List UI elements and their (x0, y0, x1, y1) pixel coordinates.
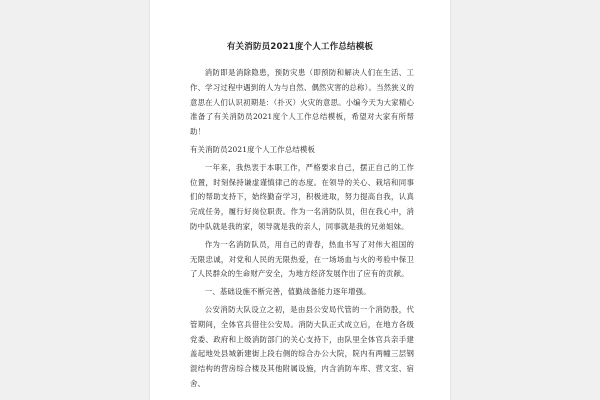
body-paragraph: 作为一名消防队员，用自己的青春，热血书写了对伟大祖国的无限忠诚，对党和人民的无限热爱，在一场场血与火的考验中保卫了人民群众的生命财产安全，为地方经济发展作出了应有的贡献。 (190, 239, 414, 279)
document-page (150, 0, 450, 400)
document-body (190, 66, 414, 395)
document-title: 有关消防员2021度个人工作总结模板 (226, 42, 374, 52)
body-paragraph: 公安消防大队设立之初，是由县公安局代管的一个消防股，代管期间，全体官兵借住公安局。消防大队正式成立后，在地方各级党委、政府和上级消防部门的关心支持下，由队里全体官兵亲手建盖起地处县城新建街上段右侧的综合办公大院，院内有两幢三层钢混结构的营房综合楼及其他附属设施，内含消防车库、营文室、宿舍、 (190, 304, 414, 388)
intro-paragraph: 消防即是消除隐患，预防灾患（即预防和解决人们在生活、工作、学习过程中遇到的人为与自然、偶然灾害的总称）。当然狭义的意思在人们认识初期是：（扑灭）火灾的意思。小编今天为大家精心准备了有关消防员2021度个人工作总结模板，希望对大家有所帮助！ (190, 68, 414, 137)
body-paragraph: 一年来，我热衷于本职工作，严格要求自己，摆正自己的工作位置，时刻保持谦虚谨慎律己的态度。在领导的关心、栽培和同事们的帮助支持下，始终勤奋学习，积极进取，努力提高自我，认真完成任务，履行好岗位职责。作为一名消防队员，但在我心中，消防中队就是我的家，领导就是我的亲人，同事就是我的兄弟姐妹。 (190, 162, 414, 231)
subtitle-paragraph: 有关消防员2021度个人工作总结模板 (190, 144, 315, 154)
section-heading: 一、基础设施不断完善，值勤战备能力逐年增强。 (204, 287, 371, 297)
